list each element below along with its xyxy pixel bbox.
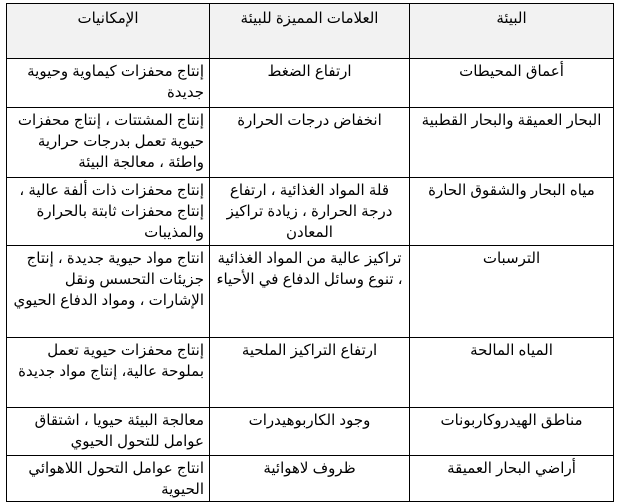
cell-environment: البحار العميقة والبحار القطبية [410, 108, 614, 178]
cell-features: ظروف لاهوائية [210, 456, 410, 502]
cell-environment: مناطق الهيدروكاربونات [410, 408, 614, 456]
cell-environment: أراضي البحار العميقة [410, 456, 614, 502]
header-environment: البيئة [410, 4, 614, 59]
table-row [7, 338, 614, 408]
table-row [7, 246, 614, 338]
marine-environments-table [6, 3, 614, 502]
table-row [7, 456, 614, 502]
cell-environment: المياه المالحة [410, 338, 614, 408]
cell-features: قلة المواد الغذائية ، ارتفاع درجة الحرارة ، زيادة تراكيز المعادن [210, 178, 410, 246]
cell-features: ارتفاع التراكيز الملحية [210, 338, 410, 408]
table-row [7, 108, 614, 178]
table-header-row [7, 4, 614, 59]
cell-possibilities: انتاج مواد حيوية جديدة ، إنتاج جزيئات التحسس ونقل الإشارات ، ومواد الدفاع الحيوي [7, 246, 210, 338]
header-possibilities: الإمكانيات [7, 4, 210, 59]
header-features: العلامات المميزة للبيئة [210, 4, 410, 59]
cell-possibilities: إنتاج محفزات ذات ألفة عالية ، إنتاج محفزات ثابتة بالحرارة والمذيبات [7, 178, 210, 246]
cell-possibilities: إنتاج المشتتات ، إنتاج محفزات حيوية تعمل بدرجات حرارية واطئة ، معالجة البيئة [7, 108, 210, 178]
cell-features: تراكيز عالية من المواد الغذائية ، تنوع وسائل الدفاع في الأحياء [210, 246, 410, 338]
cell-features: انخفاض درجات الحرارة [210, 108, 410, 178]
table-row [7, 408, 614, 456]
cell-possibilities: انتاج عوامل التحول اللاهوائي الحيوية [7, 456, 210, 502]
table-row [7, 178, 614, 246]
cell-possibilities: إنتاج محفزات كيماوية وحيوية جديدة [7, 59, 210, 108]
cell-possibilities: إنتاج محفزات حيوية تعمل بملوحة عالية، إنتاج مواد جديدة [7, 338, 210, 408]
table-row [7, 59, 614, 108]
cell-features: وجود الكاربوهيدرات [210, 408, 410, 456]
table-container [6, 3, 614, 502]
cell-environment: مياه البحار والشقوق الحارة [410, 178, 614, 246]
cell-features: ارتفاع الضغط [210, 59, 410, 108]
cell-possibilities: معالجة البيئة حيويا ، اشتقاق عوامل للتحول الحيوي [7, 408, 210, 456]
cell-environment: الترسبات [410, 246, 614, 338]
cell-environment: أعماق المحيطات [410, 59, 614, 108]
